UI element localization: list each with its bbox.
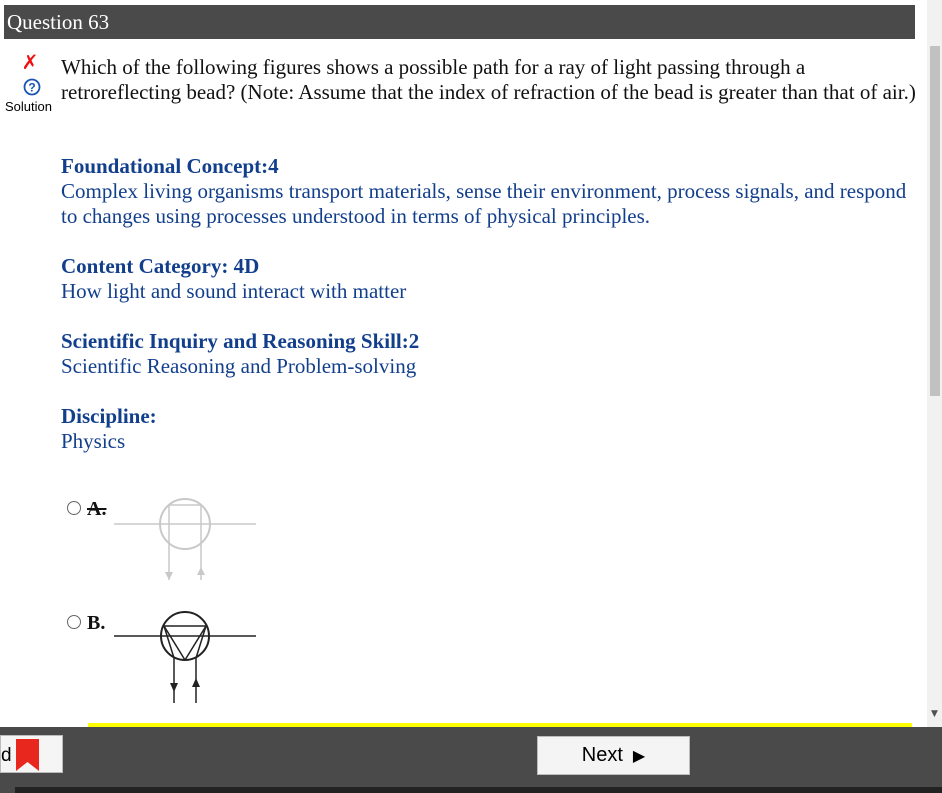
- bottom-toolbar: [0, 727, 942, 793]
- section-heading: Scientific Inquiry and Reasoning Skill:2: [61, 329, 420, 353]
- bookmark-flag-icon: [16, 739, 39, 771]
- radio-button[interactable]: [67, 615, 81, 629]
- answer-option-a[interactable]: [67, 498, 106, 521]
- question-header: [4, 5, 915, 39]
- bottom-edge: [15, 787, 942, 793]
- radio-button[interactable]: [67, 501, 81, 515]
- section-body: How light and sound interact with matter: [61, 279, 407, 303]
- content-category-section: [61, 254, 911, 304]
- question-circle-icon[interactable]: [23, 78, 41, 96]
- scroll-down-arrow-icon[interactable]: ▼: [931, 709, 938, 719]
- option-a-figure: [114, 492, 258, 600]
- option-label: A.: [87, 498, 107, 520]
- discipline-section: [61, 404, 911, 454]
- section-heading: Content Category: 4D: [61, 254, 260, 278]
- skill-section: [61, 329, 911, 379]
- section-heading: Discipline:: [61, 404, 157, 428]
- section-body: Physics: [61, 429, 126, 453]
- mark-button-label: d: [1, 745, 12, 766]
- foundational-concept-section: [61, 154, 911, 229]
- answer-option-b[interactable]: [67, 612, 105, 635]
- question-text: Which of the following figures shows a possible path for a ray of light passing through a retroreflecting bead? (Note: Assume that the index of refraction of the bead is greater than that of air.): [61, 55, 916, 104]
- scrollbar-thumb[interactable]: [930, 46, 940, 396]
- x-mark-icon: ✗: [21, 50, 39, 74]
- option-label: B.: [87, 612, 106, 634]
- section-heading: Foundational Concept:4: [61, 154, 279, 178]
- section-body: Scientific Reasoning and Problem-solving: [61, 354, 417, 378]
- play-arrow-icon: ▶: [632, 746, 646, 765]
- mark-button[interactable]: [0, 735, 63, 773]
- next-button-label: Next: [581, 744, 623, 766]
- section-body: Complex living organisms transport materials, sense their environment, process signals, and respond to changes using processes understood in terms of physical principles.: [61, 179, 907, 228]
- svg-text:?: ?: [28, 80, 36, 95]
- next-button[interactable]: [537, 736, 690, 775]
- option-b-figure: [114, 608, 258, 708]
- solution-link[interactable]: Solution: [5, 99, 52, 114]
- question-title: Question 63: [7, 10, 110, 34]
